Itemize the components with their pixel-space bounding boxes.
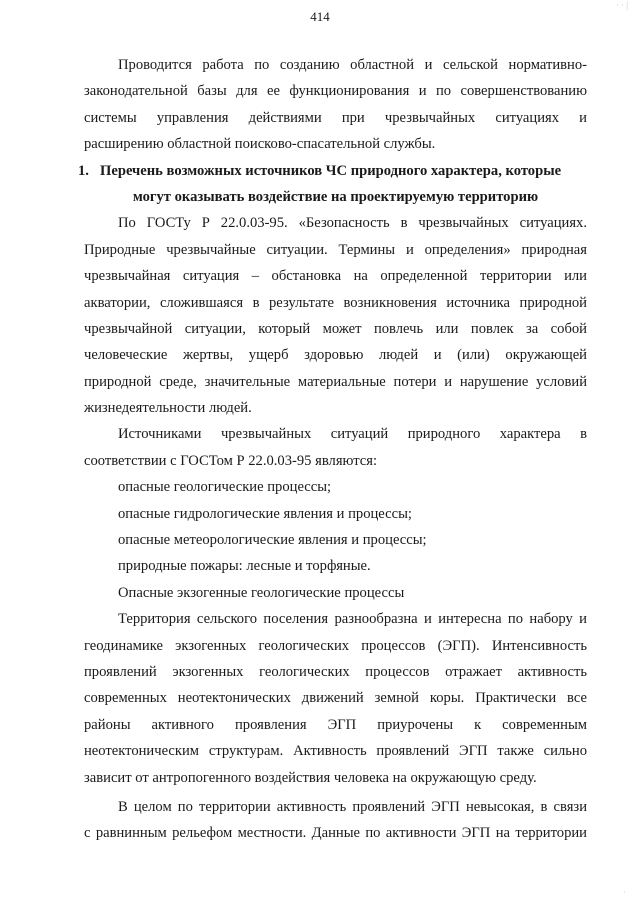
text-line: проявлений экзогенных геологических процессов отражает активность: [84, 663, 587, 680]
text-line: В целом по территории активность проявлений ЭГП невысокая, в связи: [118, 798, 587, 815]
text-line: Источниками чрезвычайных ситуаций природного характера в: [118, 426, 587, 443]
heading-line: [78, 158, 587, 184]
heading-text: Перечень возможных источников ЧС природного характера, которые: [100, 162, 562, 179]
text-line: районы активного проявления ЭГП приурочены к современным: [84, 716, 587, 733]
text-line: Природные чрезвычайные ситуации. Термины и определения» природная: [84, 241, 587, 258]
heading-line: могут оказывать воздействие на проектируемую территорию: [132, 188, 539, 205]
paragraph-activity: [84, 794, 587, 847]
text-line: человеческие жертвы, ущерб здоровью людей и (или) окружающей: [84, 347, 587, 364]
text-line: расширению областной поисково-спасательной службы.: [84, 136, 436, 153]
text-line: неотектоническим структурам. Активность проявлений ЭГП также сильно: [84, 743, 587, 760]
sources-list: [84, 474, 587, 580]
text-line: зависит от антропогенного воздействия человека на окружающую среду.: [84, 769, 537, 786]
list-item: природные пожары: лесные и торфяные.: [118, 558, 371, 575]
text-line: чрезвычайная ситуация – обстановка на определенной территории или: [84, 268, 587, 285]
section-heading: [78, 158, 587, 211]
document-body: [78, 52, 587, 847]
paragraph-territory: [84, 606, 587, 791]
list-item: опасные геологические процессы;: [118, 479, 332, 496]
paragraph-intro: [84, 52, 587, 158]
text-line: соответствии с ГОСТом Р 22.0.03-95 являются:: [84, 452, 378, 469]
text-line: законодательной базы для ее функционирования и по совершенствованию: [84, 83, 587, 100]
paragraph-definition: [84, 210, 587, 421]
text-line: чрезвычайной ситуации, который может повлечь или повлек за собой: [84, 320, 587, 337]
text-line: природной среде, значительные материальные потери и нарушение условий: [84, 373, 587, 390]
heading-number: 1.: [78, 162, 89, 179]
scan-corner-mark: · · |: [615, 0, 628, 10]
page-number: 414: [310, 9, 330, 24]
text-line: современных неотектонических движений земной коры. Практически все: [84, 690, 587, 707]
text-line: По ГОСТу Р 22.0.03-95. «Безопасность в чрезвычайных ситуациях.: [118, 215, 587, 232]
text-line: жизнедеятельности людей.: [84, 400, 252, 417]
text-line: системы управления действиями при чрезвычайных ситуациях и: [84, 109, 587, 126]
text-line: Территория сельского поселения разнообразна и интересна по набору и: [118, 611, 587, 628]
subheading: Опасные экзогенные геологические процессы: [118, 584, 405, 601]
text-line: акватории, сложившаяся в результате возникновения источника природной: [84, 294, 587, 311]
list-item: опасные метеорологические явления и процессы;: [118, 532, 427, 549]
paragraph-sources: [84, 421, 587, 474]
text-line: с равнинным рельефом местности. Данные по активности ЭГП на территории: [84, 825, 587, 842]
text-line: Проводится работа по созданию областной и сельской нормативно-: [118, 57, 587, 73]
list-item: опасные гидрологические явления и процессы;: [118, 505, 412, 522]
scan-bottom-mark: ·: [623, 887, 626, 897]
text-line: геодинамике экзогенных геологических процессов (ЭГП). Интенсивность: [84, 637, 587, 654]
